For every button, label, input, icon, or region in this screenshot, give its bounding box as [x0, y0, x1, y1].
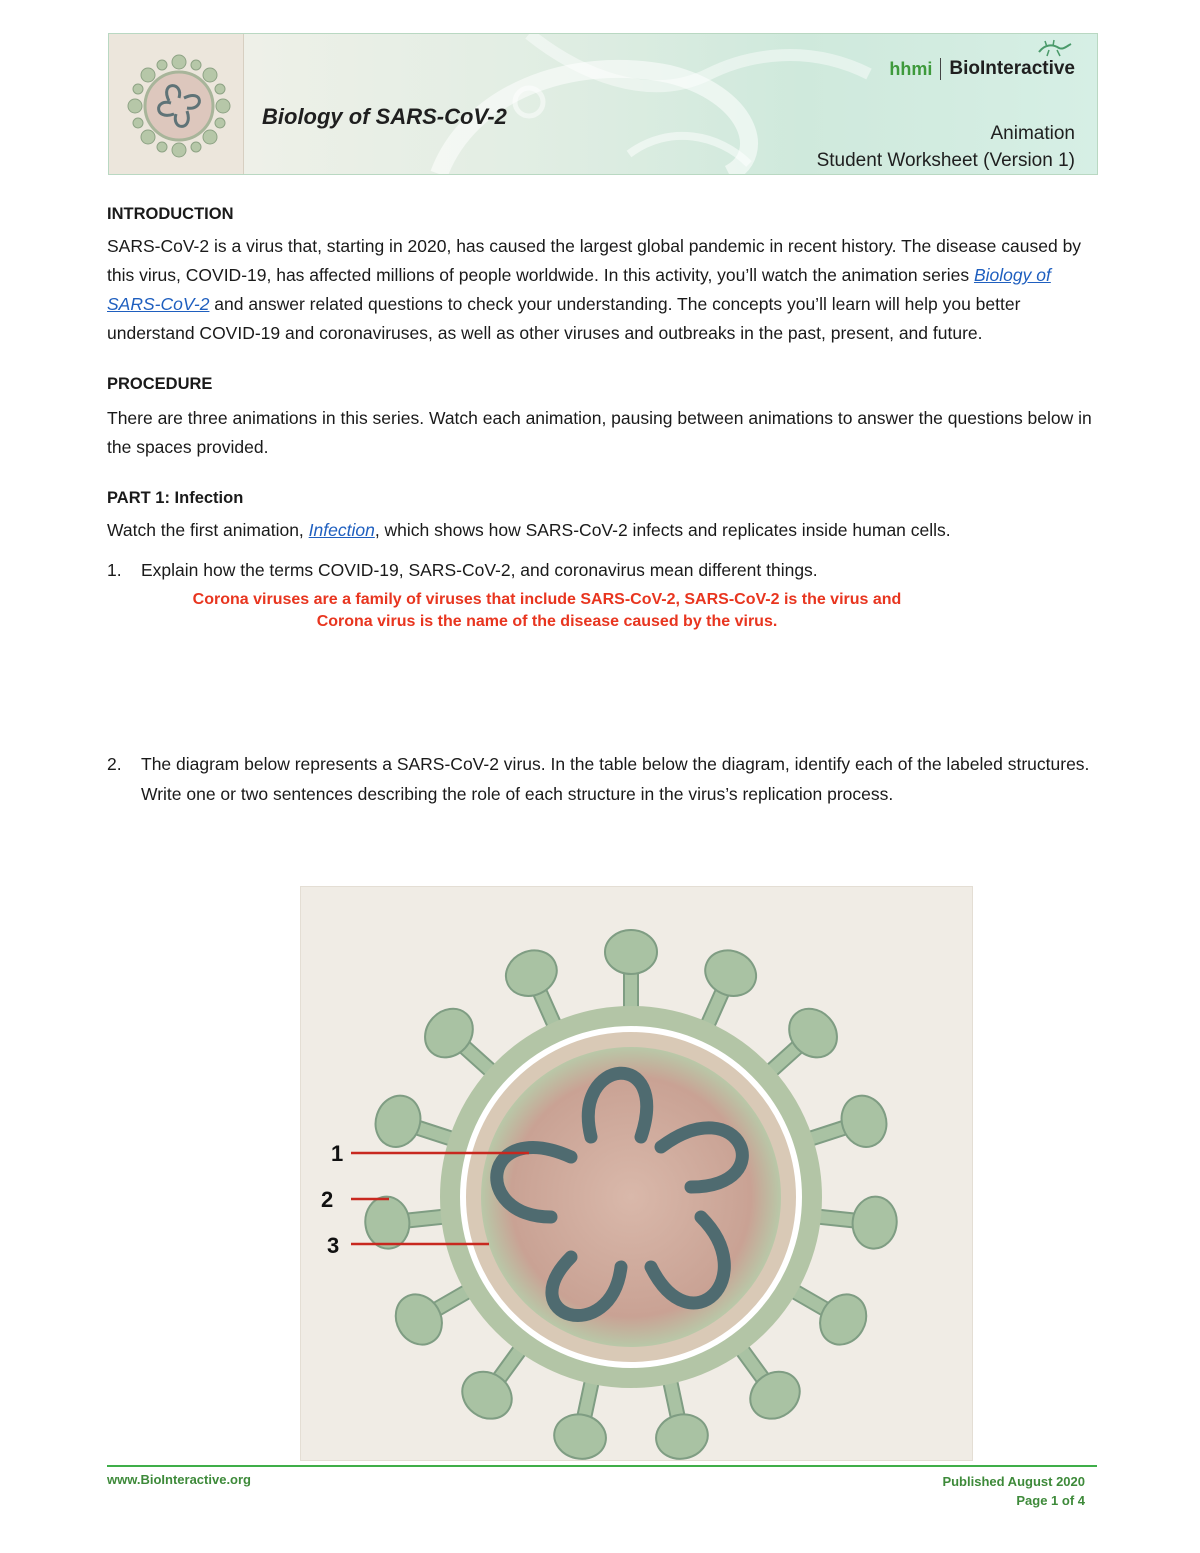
intro-paragraph [107, 232, 1097, 348]
brand-biointeractive: BioInteractive [949, 58, 1075, 79]
worksheet-body [107, 200, 1097, 809]
resource-type: Animation [990, 123, 1075, 144]
intro-text-b: and answer related questions to check your understanding. The concepts you’ll learn will help you better understand COVID-19 and coronaviruses, as well as other viruses and outbreaks in the past, present, and future. [107, 294, 1021, 343]
lizard-logo-icon [1035, 38, 1075, 60]
procedure-paragraph: There are three animations in this series. Watch each animation, pausing between animations to answer the questions below in the spaces provided. [107, 408, 1092, 457]
intro-heading: INTRODUCTION [107, 205, 234, 223]
page-title: Biology of SARS-CoV-2 [262, 104, 507, 129]
question-text: Explain how the terms COVID-19, SARS-CoV-2, and coronavirus mean different things. [141, 560, 818, 580]
part1-heading: PART 1: Infection [107, 489, 244, 507]
label-3: 3 [327, 1233, 340, 1258]
series-link[interactable]: Biology of SARS-CoV-2 [107, 265, 1051, 314]
brand-logo [889, 58, 1075, 80]
question-number: 2. [107, 754, 122, 774]
answer-line: Corona virus is the name of the disease caused by the virus. [316, 613, 778, 630]
label-1: 1 [331, 1141, 344, 1166]
footer-divider [107, 1465, 1097, 1467]
question-number: 1. [107, 560, 122, 580]
virus-diagram [300, 886, 973, 1461]
footer-website[interactable]: www.BioInteractive.org [107, 1472, 251, 1487]
virus-thumbnail-icon [109, 34, 243, 174]
worksheet-info [817, 120, 1075, 174]
page-number: Page 1 of 4 [1016, 1493, 1085, 1508]
answer-1 [107, 589, 987, 633]
question-text: The diagram below represents a SARS-CoV-2 virus. In the table below the diagram, identify each of the labeled structures. Write one or two sentences describing the role of each structure in the virus’s replication process. [141, 754, 1090, 804]
infection-link[interactable]: Infection [308, 520, 375, 540]
part1-text-b: , which shows how SARS-CoV-2 infects and replicates inside human cells. [374, 520, 951, 540]
header-banner [108, 33, 1098, 175]
virus-illustration [301, 887, 972, 1460]
part1-paragraph [107, 516, 1097, 545]
brand-divider [940, 58, 941, 80]
brand-hhmi: hhmi [889, 58, 933, 79]
procedure-heading: PROCEDURE [107, 375, 213, 393]
worksheet-version: Student Worksheet (Version 1) [816, 150, 1075, 171]
published-date: Published August 2020 [942, 1474, 1085, 1489]
part1-text-a: Watch the first animation, [107, 520, 309, 540]
question-1 [107, 556, 1097, 585]
answer-line: Corona viruses are a family of viruses that include SARS-CoV-2, SARS-CoV-2 is the virus and [192, 591, 902, 608]
virus-thumbnail [109, 34, 244, 174]
intro-text-a: SARS-CoV-2 is a virus that, starting in 2020, has caused the largest global pandemic in recent history. The disease caused by this virus, COVID-19, has affected millions of people worldwide. In this activity, you’ll watch the animation series [107, 236, 1082, 285]
label-2: 2 [321, 1187, 334, 1212]
footer-info [942, 1472, 1085, 1510]
question-2 [107, 749, 1097, 809]
viral-core [481, 1047, 781, 1347]
